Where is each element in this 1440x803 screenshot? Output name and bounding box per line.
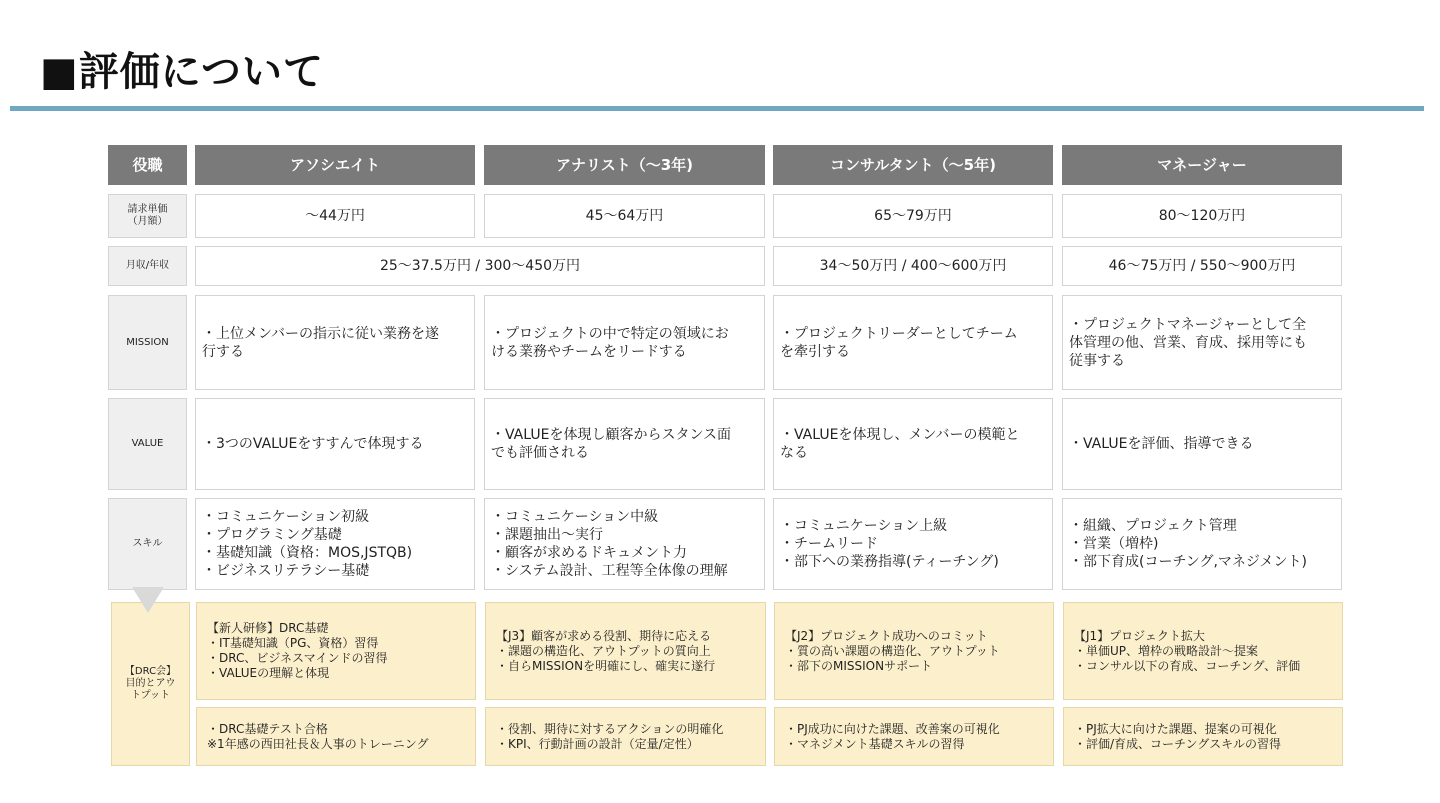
drc-output-analyst: ・役割、期待に対するアクションの明確化 ・KPI、行動計画の設計（定量/定性）	[485, 707, 766, 766]
row-label-skill: スキル	[108, 498, 187, 590]
income-associate-analyst: 25～37.5万円 / 300～450万円	[195, 246, 765, 286]
billing-manager: 80～120万円	[1062, 194, 1342, 238]
mission-consultant: ・プロジェクトリーダーとしてチーム を牽引する	[773, 295, 1053, 390]
value-analyst: ・VALUEを体現し顧客からスタンス面 でも評価される	[484, 398, 765, 490]
value-consultant: ・VALUEを体現し、メンバーの模範と なる	[773, 398, 1053, 490]
row-label-income: 月収/年収	[108, 246, 187, 286]
row-label-billing: 請求単価 （月額）	[108, 194, 187, 238]
drc-output-associate: ・DRC基礎テスト合格 ※1年感の西田社長＆人事のトレーニング	[196, 707, 476, 766]
header-associate: アソシエイト	[195, 145, 475, 185]
row-label-drc: 【DRC会】 目的とアウ トプット	[111, 602, 190, 766]
drc-goal-consultant: 【J2】プロジェクト成功へのコミット ・質の高い課題の構造化、アウトプット ・部下のMISSIONサポート	[774, 602, 1054, 700]
page-title: ■評価について	[40, 49, 324, 95]
row-label-value: VALUE	[108, 398, 187, 490]
skill-manager: ・組織、プロジェクト管理 ・営業（増枠) ・部下育成(コーチング,マネジメント)	[1062, 498, 1342, 590]
billing-consultant: 65～79万円	[773, 194, 1053, 238]
drc-output-consultant: ・PJ成功に向けた課題、改善案の可視化 ・マネジメント基礎スキルの習得	[774, 707, 1054, 766]
billing-associate: ～44万円	[195, 194, 475, 238]
header-role: 役職	[108, 145, 187, 185]
drc-goal-analyst: 【J3】顧客が求める役割、期待に応える ・課題の構造化、アウトプットの質向上 ・自らMISSIONを明確にし、確実に遂行	[485, 602, 766, 700]
mission-manager: ・プロジェクトマネージャーとして全 体管理の他、営業、育成、採用等にも 従事する	[1062, 295, 1342, 390]
header-manager: マネージャー	[1062, 145, 1342, 185]
skill-associate: ・コミュニケーション初級 ・プログラミング基礎 ・基礎知識（資格：MOS,JSTQB) ・ビジネスリテラシー基礎	[195, 498, 475, 590]
value-associate: ・3つのVALUEをすすんで体現する	[195, 398, 475, 490]
skill-consultant: ・コミュニケーション上級 ・チームリード ・部下への業務指導(ティーチング)	[773, 498, 1053, 590]
drc-goal-manager: 【J1】プロジェクト拡大 ・単価UP、増枠の戦略設計～提案 ・コンサル以下の育成、コーチング、評価	[1063, 602, 1343, 700]
drc-goal-associate: 【新人研修】DRC基礎 ・IT基礎知識（PG、資格）習得 ・DRC、ビジネスマインドの習得 ・VALUEの理解と体現	[196, 602, 476, 700]
billing-analyst: 45～64万円	[484, 194, 765, 238]
down-arrow-icon	[132, 587, 164, 613]
drc-output-manager: ・PJ拡大に向けた課題、提案の可視化 ・評価/育成、コーチングスキルの習得	[1063, 707, 1343, 766]
value-manager: ・VALUEを評価、指導できる	[1062, 398, 1342, 490]
header-analyst: アナリスト（～3年)	[484, 145, 765, 185]
mission-associate: ・上位メンバーの指示に従い業務を遂 行する	[195, 295, 475, 390]
row-label-mission: MISSION	[108, 295, 187, 390]
income-manager: 46～75万円 / 550～900万円	[1062, 246, 1342, 286]
income-consultant: 34～50万円 / 400～600万円	[773, 246, 1053, 286]
header-consultant: コンサルタント（～5年)	[773, 145, 1053, 185]
skill-analyst: ・コミュニケーション中級 ・課題抽出～実行 ・顧客が求めるドキュメント力 ・システム設計、工程等全体像の理解	[484, 498, 765, 590]
mission-analyst: ・プロジェクトの中で特定の領域にお ける業務やチームをリードする	[484, 295, 765, 390]
